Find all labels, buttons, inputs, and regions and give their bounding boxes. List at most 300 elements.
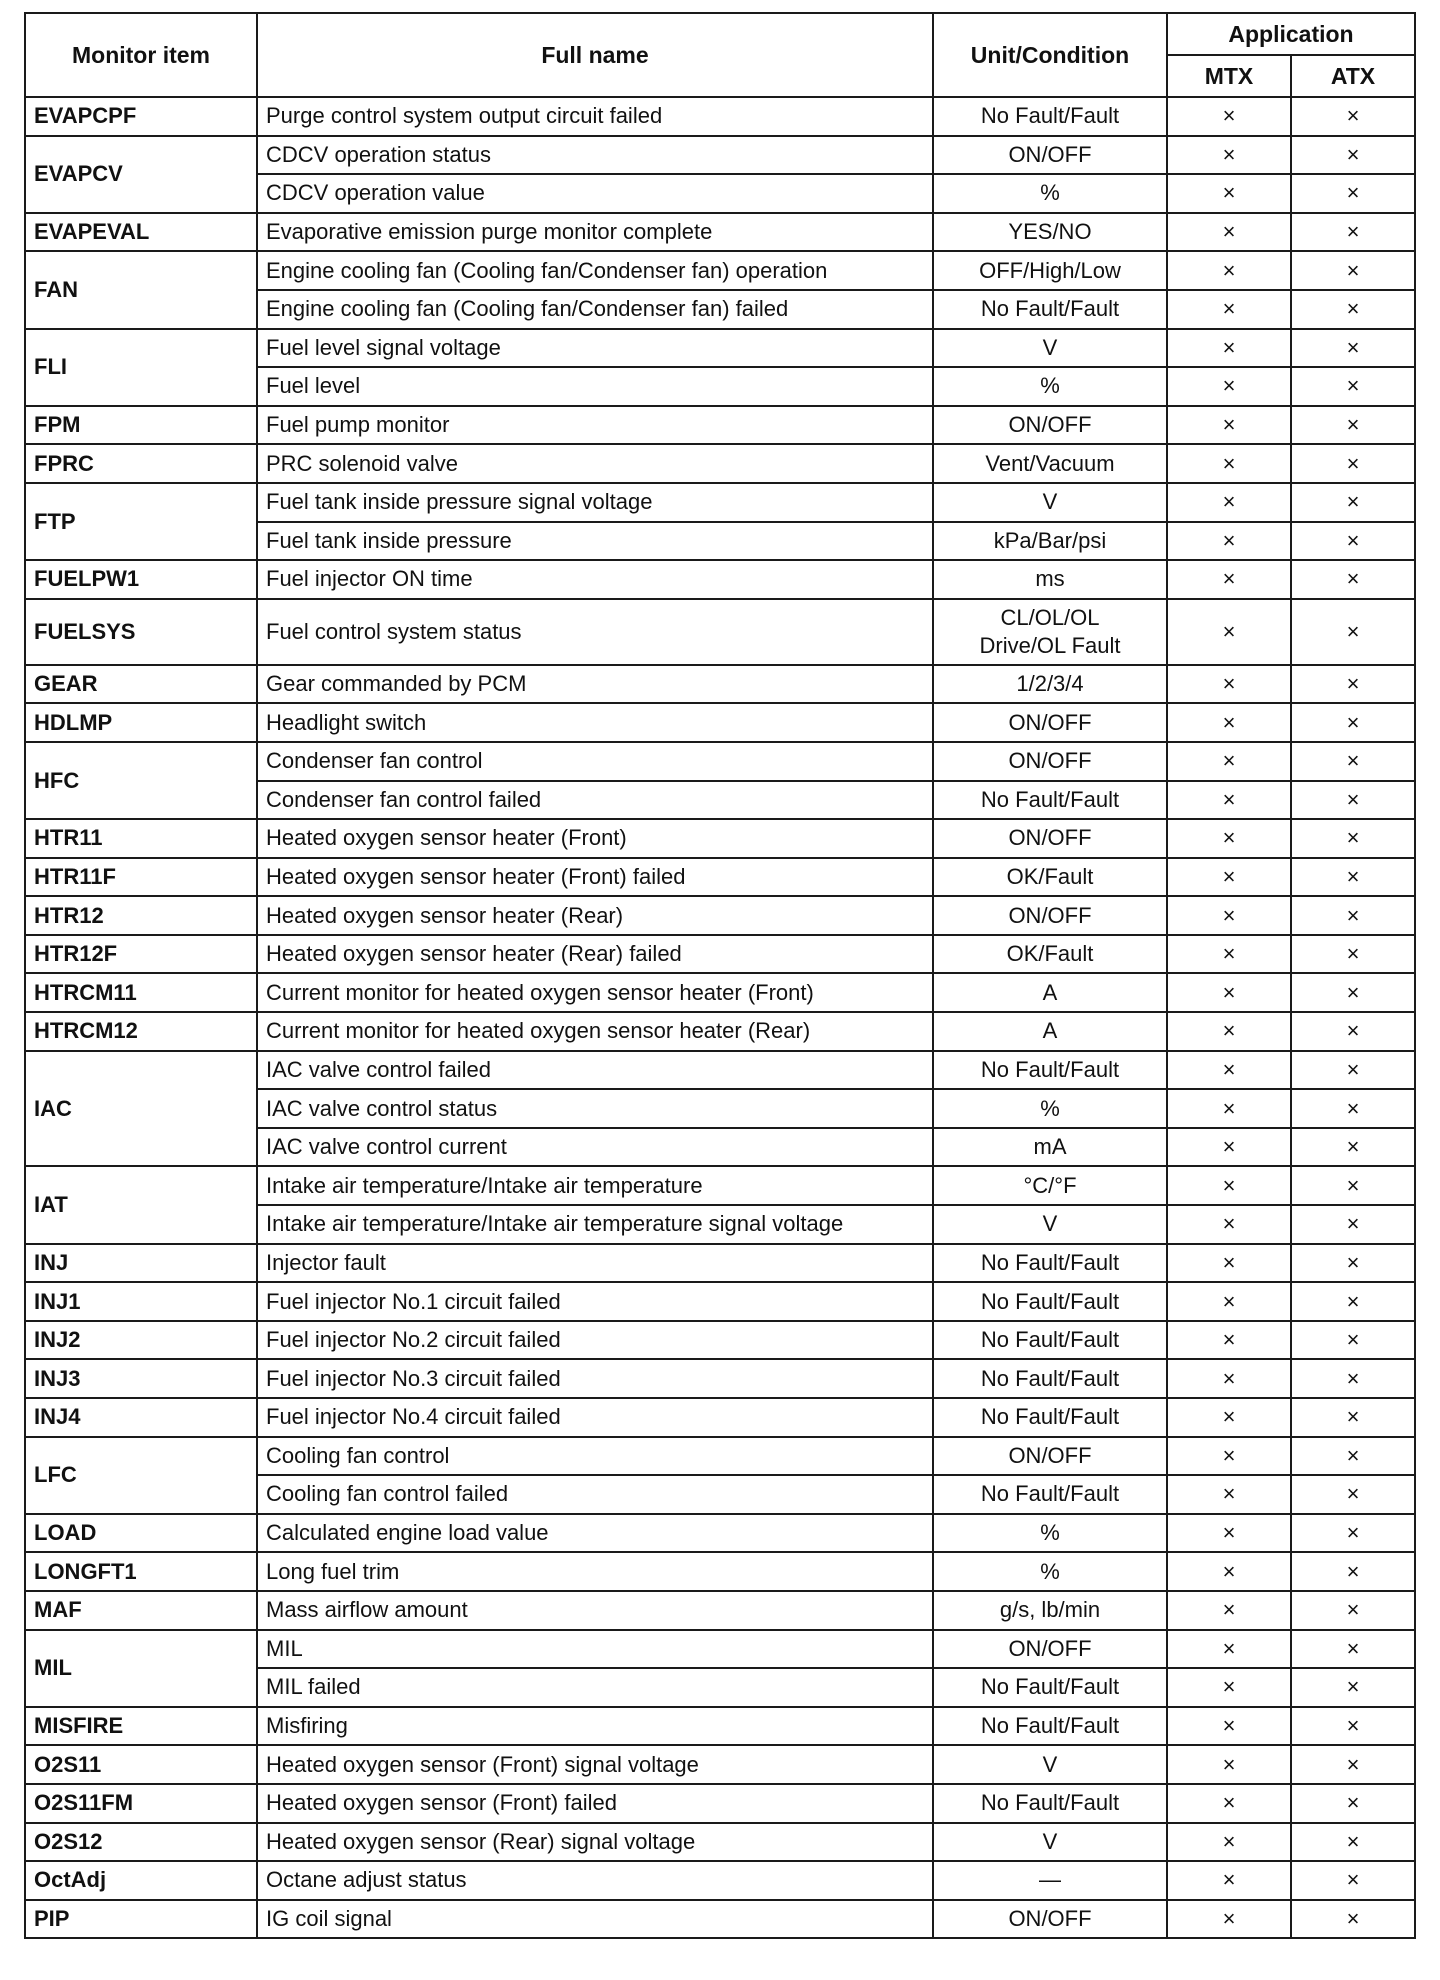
application-mtx-mark: × bbox=[1167, 1437, 1291, 1476]
monitor-item-cell: IAC bbox=[25, 1051, 257, 1167]
full-name-cell: Current monitor for heated oxygen sensor heater (Rear) bbox=[257, 1012, 933, 1051]
application-mtx-mark: × bbox=[1167, 1861, 1291, 1900]
unit-condition-cell bbox=[933, 665, 1167, 704]
unit-condition-cell bbox=[933, 560, 1167, 599]
monitor-item-cell: HTRCM11 bbox=[25, 973, 257, 1012]
application-mtx-mark: × bbox=[1167, 703, 1291, 742]
full-name-cell: Heated oxygen sensor heater (Front) failed bbox=[257, 858, 933, 897]
application-mtx-mark: × bbox=[1167, 1128, 1291, 1167]
table-row bbox=[25, 406, 1415, 445]
application-atx-mark: × bbox=[1291, 703, 1415, 742]
unit-condition-text: No Fault/Fault bbox=[980, 1249, 1120, 1275]
application-atx-mark: × bbox=[1291, 1398, 1415, 1437]
table-row bbox=[25, 819, 1415, 858]
table-row bbox=[25, 1244, 1415, 1283]
monitor-item-cell: LOAD bbox=[25, 1514, 257, 1553]
table-row bbox=[25, 1437, 1415, 1476]
unit-condition-cell bbox=[933, 1437, 1167, 1476]
unit-condition-cell bbox=[933, 819, 1167, 858]
table-row bbox=[25, 1630, 1415, 1669]
application-atx-mark: × bbox=[1291, 174, 1415, 213]
application-mtx-mark: × bbox=[1167, 97, 1291, 136]
unit-condition-text: % bbox=[1040, 1558, 1060, 1584]
unit-condition-cell bbox=[933, 97, 1167, 136]
application-mtx-mark: × bbox=[1167, 174, 1291, 213]
header-application: Application bbox=[1167, 13, 1415, 55]
full-name-cell: Heated oxygen sensor (Rear) signal voltage bbox=[257, 1823, 933, 1862]
unit-condition-cell bbox=[933, 251, 1167, 290]
unit-condition-cell bbox=[933, 1282, 1167, 1321]
unit-condition-cell bbox=[933, 1668, 1167, 1707]
monitor-item-cell: FPRC bbox=[25, 444, 257, 483]
application-atx-mark: × bbox=[1291, 599, 1415, 665]
application-atx-mark: × bbox=[1291, 1437, 1415, 1476]
full-name-cell: Headlight switch bbox=[257, 703, 933, 742]
table-row bbox=[25, 935, 1415, 974]
monitor-item-cell: GEAR bbox=[25, 665, 257, 704]
table-row bbox=[25, 444, 1415, 483]
table-row bbox=[25, 1051, 1415, 1090]
monitor-item-cell: INJ2 bbox=[25, 1321, 257, 1360]
full-name-cell: Cooling fan control failed bbox=[257, 1475, 933, 1514]
full-name-cell: Fuel tank inside pressure signal voltage bbox=[257, 483, 933, 522]
application-atx-mark: × bbox=[1291, 1282, 1415, 1321]
unit-condition-text: A bbox=[1042, 979, 1058, 1005]
full-name-cell: Heated oxygen sensor (Front) failed bbox=[257, 1784, 933, 1823]
table-header bbox=[25, 13, 1415, 97]
monitor-item-cell: OctAdj bbox=[25, 1861, 257, 1900]
unit-condition-text: Vent/Vacuum bbox=[985, 450, 1115, 476]
unit-condition-text: ON/OFF bbox=[1008, 1635, 1092, 1661]
full-name-cell: Cooling fan control bbox=[257, 1437, 933, 1476]
monitor-item-cell: PIP bbox=[25, 1900, 257, 1939]
application-atx-mark: × bbox=[1291, 522, 1415, 561]
unit-condition-text: A bbox=[1042, 1018, 1058, 1044]
application-mtx-mark: × bbox=[1167, 1475, 1291, 1514]
full-name-cell: Condenser fan control bbox=[257, 742, 933, 781]
application-mtx-mark: × bbox=[1167, 935, 1291, 974]
application-mtx-mark: × bbox=[1167, 1089, 1291, 1128]
application-mtx-mark: × bbox=[1167, 522, 1291, 561]
full-name-cell: MIL failed bbox=[257, 1668, 933, 1707]
table-row bbox=[25, 665, 1415, 704]
full-name-cell: Octane adjust status bbox=[257, 1861, 933, 1900]
full-name-cell: CDCV operation status bbox=[257, 136, 933, 175]
table-row bbox=[25, 1282, 1415, 1321]
full-name-cell: Fuel tank inside pressure bbox=[257, 522, 933, 561]
unit-condition-cell bbox=[933, 213, 1167, 252]
application-atx-mark: × bbox=[1291, 665, 1415, 704]
full-name-cell: Fuel injector No.2 circuit failed bbox=[257, 1321, 933, 1360]
application-atx-mark: × bbox=[1291, 1514, 1415, 1553]
application-mtx-mark: × bbox=[1167, 1591, 1291, 1630]
monitor-item-cell: O2S12 bbox=[25, 1823, 257, 1862]
unit-condition-text: — bbox=[1039, 1867, 1061, 1893]
unit-condition-text: No Fault/Fault bbox=[980, 1288, 1120, 1314]
table-row bbox=[25, 251, 1415, 290]
unit-condition-text: kPa/Bar/psi bbox=[993, 527, 1107, 553]
application-atx-mark: × bbox=[1291, 406, 1415, 445]
full-name-cell: Heated oxygen sensor heater (Rear) failed bbox=[257, 935, 933, 974]
unit-condition-text: No Fault/Fault bbox=[980, 1713, 1120, 1739]
unit-condition-cell bbox=[933, 174, 1167, 213]
application-mtx-mark: × bbox=[1167, 1166, 1291, 1205]
full-name-cell: Engine cooling fan (Cooling fan/Condenser fan) operation bbox=[257, 251, 933, 290]
unit-condition-text: V bbox=[1042, 334, 1058, 360]
unit-condition-text: YES/NO bbox=[1008, 219, 1092, 245]
monitor-item-table bbox=[24, 12, 1416, 1939]
table-row bbox=[25, 599, 1415, 665]
unit-condition-cell bbox=[933, 1475, 1167, 1514]
full-name-cell: Fuel pump monitor bbox=[257, 406, 933, 445]
monitor-item-cell: EVAPCV bbox=[25, 136, 257, 213]
unit-condition-text: ON/OFF bbox=[1008, 825, 1092, 851]
full-name-cell: CDCV operation value bbox=[257, 174, 933, 213]
unit-condition-text: No Fault/Fault bbox=[980, 1404, 1120, 1430]
application-mtx-mark: × bbox=[1167, 213, 1291, 252]
table-row bbox=[25, 483, 1415, 522]
application-mtx-mark: × bbox=[1167, 290, 1291, 329]
unit-condition-cell bbox=[933, 1861, 1167, 1900]
table-row bbox=[25, 703, 1415, 742]
monitor-item-cell: HDLMP bbox=[25, 703, 257, 742]
application-atx-mark: × bbox=[1291, 1900, 1415, 1939]
application-mtx-mark: × bbox=[1167, 599, 1291, 665]
application-mtx-mark: × bbox=[1167, 1359, 1291, 1398]
table-row bbox=[25, 1707, 1415, 1746]
unit-condition-text: V bbox=[1042, 1211, 1058, 1237]
full-name-cell: Fuel control system status bbox=[257, 599, 933, 665]
full-name-cell: Heated oxygen sensor (Front) signal voltage bbox=[257, 1745, 933, 1784]
full-name-cell: MIL bbox=[257, 1630, 933, 1669]
application-atx-mark: × bbox=[1291, 1552, 1415, 1591]
table-row bbox=[25, 1900, 1415, 1939]
unit-condition-text: V bbox=[1042, 1828, 1058, 1854]
application-mtx-mark: × bbox=[1167, 1282, 1291, 1321]
full-name-cell: IAC valve control failed bbox=[257, 1051, 933, 1090]
unit-condition-text: % bbox=[1040, 373, 1060, 399]
monitor-item-cell: INJ1 bbox=[25, 1282, 257, 1321]
application-atx-mark: × bbox=[1291, 251, 1415, 290]
application-mtx-mark: × bbox=[1167, 665, 1291, 704]
unit-condition-cell bbox=[933, 1128, 1167, 1167]
unit-condition-text: ON/OFF bbox=[1008, 141, 1092, 167]
unit-condition-cell bbox=[933, 444, 1167, 483]
application-mtx-mark: × bbox=[1167, 444, 1291, 483]
unit-condition-text: ON/OFF bbox=[1008, 412, 1092, 438]
application-atx-mark: × bbox=[1291, 483, 1415, 522]
unit-condition-text: ON/OFF bbox=[1008, 1906, 1092, 1932]
monitor-item-cell: MISFIRE bbox=[25, 1707, 257, 1746]
application-atx-mark: × bbox=[1291, 819, 1415, 858]
application-atx-mark: × bbox=[1291, 329, 1415, 368]
application-mtx-mark: × bbox=[1167, 858, 1291, 897]
table-row bbox=[25, 329, 1415, 368]
unit-condition-cell bbox=[933, 1745, 1167, 1784]
application-atx-mark: × bbox=[1291, 896, 1415, 935]
unit-condition-cell bbox=[933, 1900, 1167, 1939]
unit-condition-text: OK/Fault bbox=[1006, 941, 1094, 967]
unit-condition-cell bbox=[933, 1244, 1167, 1283]
application-atx-mark: × bbox=[1291, 1051, 1415, 1090]
monitor-item-cell: HFC bbox=[25, 742, 257, 819]
application-atx-mark: × bbox=[1291, 367, 1415, 406]
unit-condition-cell bbox=[933, 1630, 1167, 1669]
unit-condition-cell bbox=[933, 1012, 1167, 1051]
full-name-cell: Fuel injector No.1 circuit failed bbox=[257, 1282, 933, 1321]
monitor-item-cell: O2S11 bbox=[25, 1745, 257, 1784]
unit-condition-cell bbox=[933, 1359, 1167, 1398]
full-name-cell: Injector fault bbox=[257, 1244, 933, 1283]
full-name-cell: Gear commanded by PCM bbox=[257, 665, 933, 704]
unit-condition-cell bbox=[933, 599, 1167, 665]
unit-condition-cell bbox=[933, 1784, 1167, 1823]
application-atx-mark: × bbox=[1291, 1591, 1415, 1630]
unit-condition-cell bbox=[933, 1321, 1167, 1360]
unit-condition-text: No Fault/Fault bbox=[980, 296, 1120, 322]
application-mtx-mark: × bbox=[1167, 1012, 1291, 1051]
application-mtx-mark: × bbox=[1167, 1630, 1291, 1669]
monitor-item-cell: MAF bbox=[25, 1591, 257, 1630]
unit-condition-cell bbox=[933, 1051, 1167, 1090]
unit-condition-cell bbox=[933, 329, 1167, 368]
application-atx-mark: × bbox=[1291, 1707, 1415, 1746]
table-row bbox=[25, 213, 1415, 252]
full-name-cell: Fuel level bbox=[257, 367, 933, 406]
full-name-cell: Long fuel trim bbox=[257, 1552, 933, 1591]
monitor-item-cell: HTR11F bbox=[25, 858, 257, 897]
full-name-cell: IAC valve control current bbox=[257, 1128, 933, 1167]
monitor-item-cell: LONGFT1 bbox=[25, 1552, 257, 1591]
full-name-cell: Fuel level signal voltage bbox=[257, 329, 933, 368]
unit-condition-cell bbox=[933, 896, 1167, 935]
unit-condition-text: OFF/High/Low bbox=[979, 257, 1121, 283]
application-atx-mark: × bbox=[1291, 97, 1415, 136]
application-atx-mark: × bbox=[1291, 935, 1415, 974]
monitor-item-cell: FPM bbox=[25, 406, 257, 445]
unit-condition-cell bbox=[933, 522, 1167, 561]
application-atx-mark: × bbox=[1291, 1128, 1415, 1167]
unit-condition-cell bbox=[933, 1552, 1167, 1591]
application-mtx-mark: × bbox=[1167, 1051, 1291, 1090]
monitor-item-cell: FUELPW1 bbox=[25, 560, 257, 599]
monitor-table-sheet bbox=[24, 12, 1414, 1939]
unit-condition-text: g/s, lb/min bbox=[999, 1597, 1101, 1623]
table-row bbox=[25, 560, 1415, 599]
monitor-item-cell: MIL bbox=[25, 1630, 257, 1707]
monitor-item-cell: HTR11 bbox=[25, 819, 257, 858]
header-monitor-item: Monitor item bbox=[25, 13, 257, 97]
unit-condition-cell bbox=[933, 1707, 1167, 1746]
table-row bbox=[25, 1823, 1415, 1862]
unit-condition-text: % bbox=[1040, 1520, 1060, 1546]
full-name-cell: Engine cooling fan (Cooling fan/Condenser fan) failed bbox=[257, 290, 933, 329]
application-mtx-mark: × bbox=[1167, 1707, 1291, 1746]
monitor-item-cell: IAT bbox=[25, 1166, 257, 1243]
full-name-cell: Current monitor for heated oxygen sensor heater (Front) bbox=[257, 973, 933, 1012]
unit-condition-cell bbox=[933, 1089, 1167, 1128]
unit-condition-cell bbox=[933, 1398, 1167, 1437]
application-atx-mark: × bbox=[1291, 1321, 1415, 1360]
unit-condition-cell bbox=[933, 703, 1167, 742]
header-unit-condition: Unit/Condition bbox=[933, 13, 1167, 97]
header-mtx: MTX bbox=[1167, 55, 1291, 97]
full-name-cell: Fuel injector ON time bbox=[257, 560, 933, 599]
monitor-item-cell: INJ bbox=[25, 1244, 257, 1283]
unit-condition-text: ON/OFF bbox=[1008, 709, 1092, 735]
unit-condition-cell bbox=[933, 483, 1167, 522]
table-row bbox=[25, 1012, 1415, 1051]
full-name-cell: Heated oxygen sensor heater (Front) bbox=[257, 819, 933, 858]
monitor-item-cell: INJ4 bbox=[25, 1398, 257, 1437]
unit-condition-cell bbox=[933, 935, 1167, 974]
application-mtx-mark: × bbox=[1167, 251, 1291, 290]
unit-condition-cell bbox=[933, 290, 1167, 329]
table-row bbox=[25, 136, 1415, 175]
unit-condition-text: °C/°F bbox=[1023, 1172, 1077, 1198]
full-name-cell: Calculated engine load value bbox=[257, 1514, 933, 1553]
application-mtx-mark: × bbox=[1167, 1244, 1291, 1283]
monitor-item-cell: FAN bbox=[25, 251, 257, 328]
unit-condition-cell bbox=[933, 1514, 1167, 1553]
full-name-cell: Intake air temperature/Intake air temperature signal voltage bbox=[257, 1205, 933, 1244]
unit-condition-cell bbox=[933, 136, 1167, 175]
application-mtx-mark: × bbox=[1167, 1784, 1291, 1823]
monitor-item-cell: INJ3 bbox=[25, 1359, 257, 1398]
full-name-cell: IG coil signal bbox=[257, 1900, 933, 1939]
unit-condition-text: ON/OFF bbox=[1008, 902, 1092, 928]
full-name-cell: PRC solenoid valve bbox=[257, 444, 933, 483]
application-atx-mark: × bbox=[1291, 1784, 1415, 1823]
monitor-item-cell: HTRCM12 bbox=[25, 1012, 257, 1051]
unit-condition-text: % bbox=[1040, 180, 1060, 206]
application-mtx-mark: × bbox=[1167, 1745, 1291, 1784]
unit-condition-cell bbox=[933, 1205, 1167, 1244]
application-atx-mark: × bbox=[1291, 213, 1415, 252]
application-mtx-mark: × bbox=[1167, 1900, 1291, 1939]
unit-condition-text: CL/OL/OL bbox=[1000, 604, 1100, 630]
application-mtx-mark: × bbox=[1167, 1823, 1291, 1862]
full-name-cell: Misfiring bbox=[257, 1707, 933, 1746]
application-atx-mark: × bbox=[1291, 973, 1415, 1012]
table-row bbox=[25, 1784, 1415, 1823]
application-mtx-mark: × bbox=[1167, 742, 1291, 781]
full-name-cell: Fuel injector No.4 circuit failed bbox=[257, 1398, 933, 1437]
application-atx-mark: × bbox=[1291, 1668, 1415, 1707]
unit-condition-cell bbox=[933, 742, 1167, 781]
monitor-item-cell: HTR12F bbox=[25, 935, 257, 974]
application-atx-mark: × bbox=[1291, 781, 1415, 820]
unit-condition-text: ON/OFF bbox=[1008, 1442, 1092, 1468]
unit-condition-text: V bbox=[1042, 1751, 1058, 1777]
application-atx-mark: × bbox=[1291, 290, 1415, 329]
monitor-item-cell: FUELSYS bbox=[25, 599, 257, 665]
monitor-item-cell: EVAPEVAL bbox=[25, 213, 257, 252]
table-row bbox=[25, 896, 1415, 935]
table-row bbox=[25, 973, 1415, 1012]
table-row bbox=[25, 742, 1415, 781]
application-mtx-mark: × bbox=[1167, 1205, 1291, 1244]
monitor-item-cell: O2S11FM bbox=[25, 1784, 257, 1823]
application-mtx-mark: × bbox=[1167, 1321, 1291, 1360]
application-atx-mark: × bbox=[1291, 136, 1415, 175]
application-mtx-mark: × bbox=[1167, 329, 1291, 368]
application-atx-mark: × bbox=[1291, 1012, 1415, 1051]
application-mtx-mark: × bbox=[1167, 406, 1291, 445]
monitor-item-cell: LFC bbox=[25, 1437, 257, 1514]
application-atx-mark: × bbox=[1291, 1745, 1415, 1784]
unit-condition-cell bbox=[933, 406, 1167, 445]
monitor-item-cell: FTP bbox=[25, 483, 257, 560]
unit-condition-text: No Fault/Fault bbox=[980, 1327, 1120, 1353]
header-full-name: Full name bbox=[257, 13, 933, 97]
application-atx-mark: × bbox=[1291, 560, 1415, 599]
unit-condition-cell bbox=[933, 1166, 1167, 1205]
unit-condition-cell bbox=[933, 858, 1167, 897]
unit-condition-text: No Fault/Fault bbox=[980, 1790, 1120, 1816]
unit-condition-text: V bbox=[1042, 489, 1058, 515]
unit-condition-cell bbox=[933, 1823, 1167, 1862]
application-atx-mark: × bbox=[1291, 444, 1415, 483]
application-atx-mark: × bbox=[1291, 1205, 1415, 1244]
application-mtx-mark: × bbox=[1167, 973, 1291, 1012]
application-mtx-mark: × bbox=[1167, 1398, 1291, 1437]
full-name-cell: Heated oxygen sensor heater (Rear) bbox=[257, 896, 933, 935]
full-name-cell: Purge control system output circuit failed bbox=[257, 97, 933, 136]
table-row bbox=[25, 1398, 1415, 1437]
unit-condition-text-line2: Drive/OL Fault bbox=[979, 632, 1121, 658]
unit-condition-text: No Fault/Fault bbox=[980, 1365, 1120, 1391]
unit-condition-text: No Fault/Fault bbox=[980, 786, 1120, 812]
application-mtx-mark: × bbox=[1167, 1514, 1291, 1553]
application-mtx-mark: × bbox=[1167, 1552, 1291, 1591]
table-row bbox=[25, 858, 1415, 897]
application-mtx-mark: × bbox=[1167, 819, 1291, 858]
unit-condition-text: ON/OFF bbox=[1008, 748, 1092, 774]
unit-condition-text: OK/Fault bbox=[1006, 863, 1094, 889]
table-row bbox=[25, 1359, 1415, 1398]
monitor-item-cell: FLI bbox=[25, 329, 257, 406]
application-atx-mark: × bbox=[1291, 1630, 1415, 1669]
unit-condition-text: 1/2/3/4 bbox=[1016, 671, 1084, 697]
unit-condition-text: mA bbox=[1033, 1134, 1067, 1160]
application-atx-mark: × bbox=[1291, 1089, 1415, 1128]
monitor-item-cell: EVAPCPF bbox=[25, 97, 257, 136]
unit-condition-text: ms bbox=[1035, 566, 1065, 592]
application-atx-mark: × bbox=[1291, 742, 1415, 781]
application-atx-mark: × bbox=[1291, 1823, 1415, 1862]
unit-condition-text: % bbox=[1040, 1095, 1060, 1121]
table-row bbox=[25, 1166, 1415, 1205]
application-atx-mark: × bbox=[1291, 1244, 1415, 1283]
unit-condition-cell bbox=[933, 367, 1167, 406]
application-atx-mark: × bbox=[1291, 858, 1415, 897]
application-mtx-mark: × bbox=[1167, 560, 1291, 599]
application-mtx-mark: × bbox=[1167, 896, 1291, 935]
application-atx-mark: × bbox=[1291, 1359, 1415, 1398]
unit-condition-text: No Fault/Fault bbox=[980, 1056, 1120, 1082]
unit-condition-cell bbox=[933, 973, 1167, 1012]
application-atx-mark: × bbox=[1291, 1166, 1415, 1205]
table-row bbox=[25, 1861, 1415, 1900]
monitor-item-cell: HTR12 bbox=[25, 896, 257, 935]
unit-condition-text: No Fault/Fault bbox=[980, 1481, 1120, 1507]
application-mtx-mark: × bbox=[1167, 781, 1291, 820]
full-name-cell: Intake air temperature/Intake air temperature bbox=[257, 1166, 933, 1205]
application-mtx-mark: × bbox=[1167, 1668, 1291, 1707]
full-name-cell: Condenser fan control failed bbox=[257, 781, 933, 820]
unit-condition-cell bbox=[933, 1591, 1167, 1630]
